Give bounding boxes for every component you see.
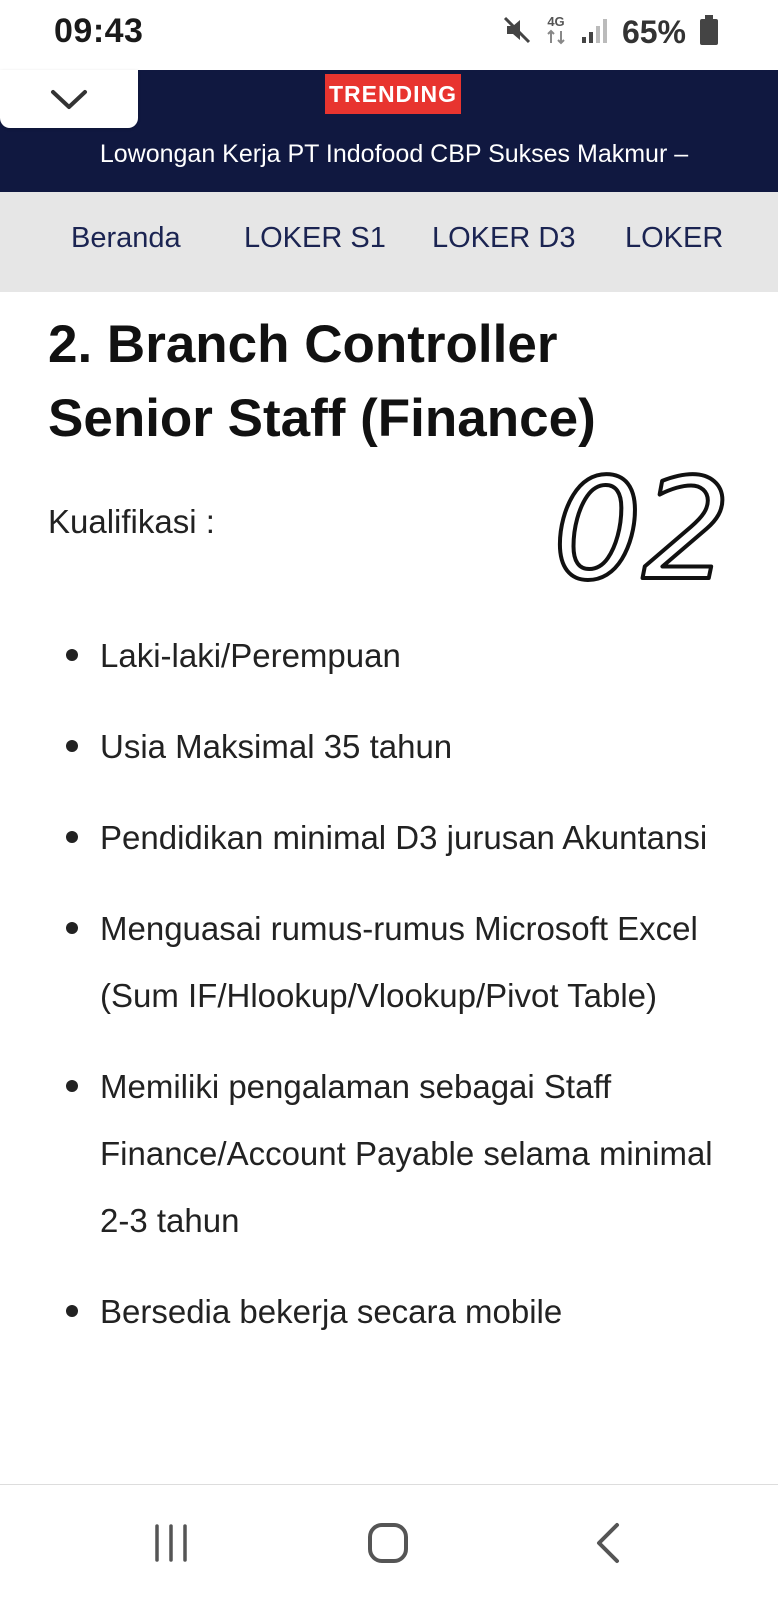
list-item-text: Memiliki pengalaman sebagai Staff Finance/Account Payable selama minimal 2-3 tahun — [100, 1068, 713, 1239]
battery-percent: 65% — [621, 13, 686, 50]
home-icon — [366, 1521, 410, 1565]
list-item-text: Pendidikan minimal D3 jurusan Akuntansi — [100, 819, 708, 856]
mute-icon — [502, 15, 532, 50]
nav-item-beranda[interactable]: Beranda — [71, 222, 181, 254]
status-bar — [0, 0, 778, 64]
list-item — [66, 713, 726, 780]
list-item — [66, 895, 726, 1029]
chevron-down-icon — [49, 87, 89, 111]
signal-icon — [580, 15, 610, 50]
qualification-list — [66, 622, 726, 1369]
list-item — [66, 622, 726, 689]
list-item-text: Bersedia bekerja secara mobile — [100, 1293, 563, 1330]
battery-icon — [698, 14, 720, 51]
qualification-label: Kualifikasi : — [48, 503, 215, 540]
list-item-text: Laki-laki/Perempuan — [100, 637, 401, 674]
nav-item-loker-d3[interactable]: LOKER D3 — [432, 222, 576, 254]
bullet-dot — [66, 922, 78, 934]
network-label: 4G — [547, 13, 565, 29]
nav-item-loker-s1[interactable]: LOKER S1 — [244, 222, 386, 254]
bullet-dot — [66, 649, 78, 661]
list-item — [66, 1278, 726, 1345]
nav-item-loker[interactable]: LOKER — [625, 222, 724, 254]
main-nav — [0, 192, 778, 292]
back-button[interactable] — [568, 1503, 648, 1583]
trending-badge: TRENDING — [325, 74, 461, 114]
badge-number-text: 02 — [552, 450, 732, 610]
list-item — [66, 804, 726, 871]
back-icon — [593, 1521, 623, 1565]
collapse-button[interactable] — [0, 70, 138, 128]
recent-apps-icon — [151, 1523, 191, 1563]
home-button[interactable] — [348, 1503, 428, 1583]
bullet-dot — [66, 1080, 78, 1092]
status-time: 09:43 — [54, 12, 144, 50]
list-item — [66, 1053, 726, 1254]
network-4g-icon — [544, 13, 568, 52]
trending-headline-link[interactable]: Lowongan Kerja PT Indofood CBP Sukses Makmur – — [99, 140, 689, 168]
recent-apps-button[interactable] — [131, 1503, 211, 1583]
article-title: 2. Branch Controller Senior Staff (Finance) — [48, 315, 596, 448]
list-item-text: Menguasai rumus-rumus Microsoft Excel (Sum IF/Hlookup/Vlookup/Pivot Table) — [100, 910, 698, 1014]
bullet-dot — [66, 740, 78, 752]
bullet-dot — [66, 831, 78, 843]
list-item-text: Usia Maksimal 35 tahun — [100, 728, 453, 765]
status-icons — [502, 12, 720, 52]
system-nav-bar — [0, 1484, 778, 1600]
number-badge — [550, 450, 740, 610]
bullet-dot — [66, 1305, 78, 1317]
